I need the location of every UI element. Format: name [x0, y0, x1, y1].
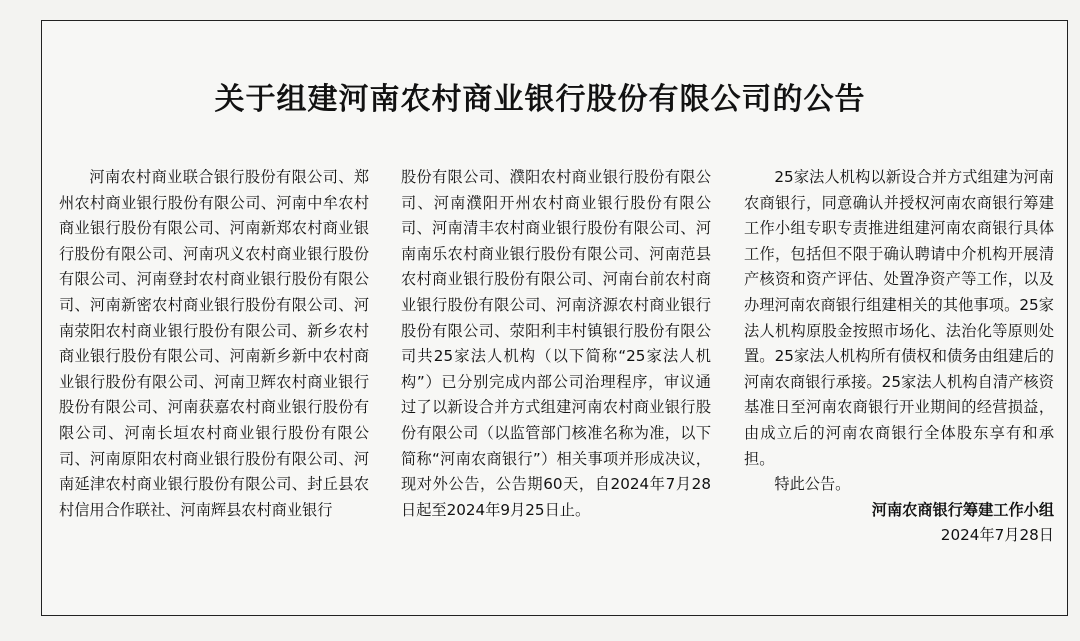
paragraph-merger-details: 25家法人机构以新设合并方式组建为河南农商银行，同意确认并授权河南农商银行筹建工作小组专职专责推进组建河南农商银行具体工作，包括但不限于确认聘请中介机构开展清产核资和资产评估、处置净资产等工作，以及办理河南农商银行组建相关的其他事项。25家法人机构原股金按照市场化、法治化等原则处置。25家法人机构所有债权和债务由组建后的河南农商银行承接。25家法人机构自清产核资基准日至河南农商银行开业期间的经营损益，由成立后的河南农商银行全体股东享有和承担。: [744, 168, 1054, 468]
signature: 河南农商银行筹建工作小组: [871, 500, 1054, 519]
closing-text: 特此公告。: [774, 475, 851, 494]
notice-date: 2024年7月28日: [940, 526, 1054, 545]
paragraph-banks-continued: 股份有限公司、濮阳农村商业银行股份有限公司、河南濮阳开州农村商业银行股份有限公司、河南清丰农村商业银行股份有限公司、河南南乐农村商业银行股份有限公司、河南范县农村商业银行股份有限公司、河南台前农村商业银行股份有限公司、河南济源农村商业银行股份有限公司、荥阳利丰村镇银行股份有限公司共25家法人机构（以下简称“25家法人机构”）已分别完成内部公司治理程序，审议通过了以新设合并方式组建河南农村商业银行股份有限公司（以监管部门核准名称为准，以下简称“河南农商银行”）相关事项并形成决议，现对外公告，公告期60天，自2024年7月28日起至2024年9月25日止。: [401, 168, 711, 519]
paragraph-banks-list: 河南农村商业联合银行股份有限公司、郑州农村商业银行股份有限公司、河南中牟农村商业银行股份有限公司、河南新郑农村商业银行股份有限公司、河南巩义农村商业银行股份有限公司、河南登封农村商业银行股份有限公司、河南新密农村商业银行股份有限公司、河南荥阳农村商业银行股份有限公司、新乡农村商业银行股份有限公司、河南新乡新中农村商业银行股份有限公司、河南卫辉农村商业银行股份有限公司、河南获嘉农村商业银行股份有限公司、河南长垣农村商业银行股份有限公司、河南原阳农村商业银行股份有限公司、河南延津农村商业银行股份有限公司、封丘县农村信用合作联社、河南辉县农村商业银行: [59, 168, 369, 519]
notice-column-1: [59, 165, 369, 523]
notice-column-2: [401, 165, 711, 523]
notice-column-3: [744, 165, 1054, 549]
notice-title: 关于组建河南农村商业银行股份有限公司的公告: [214, 82, 866, 117]
